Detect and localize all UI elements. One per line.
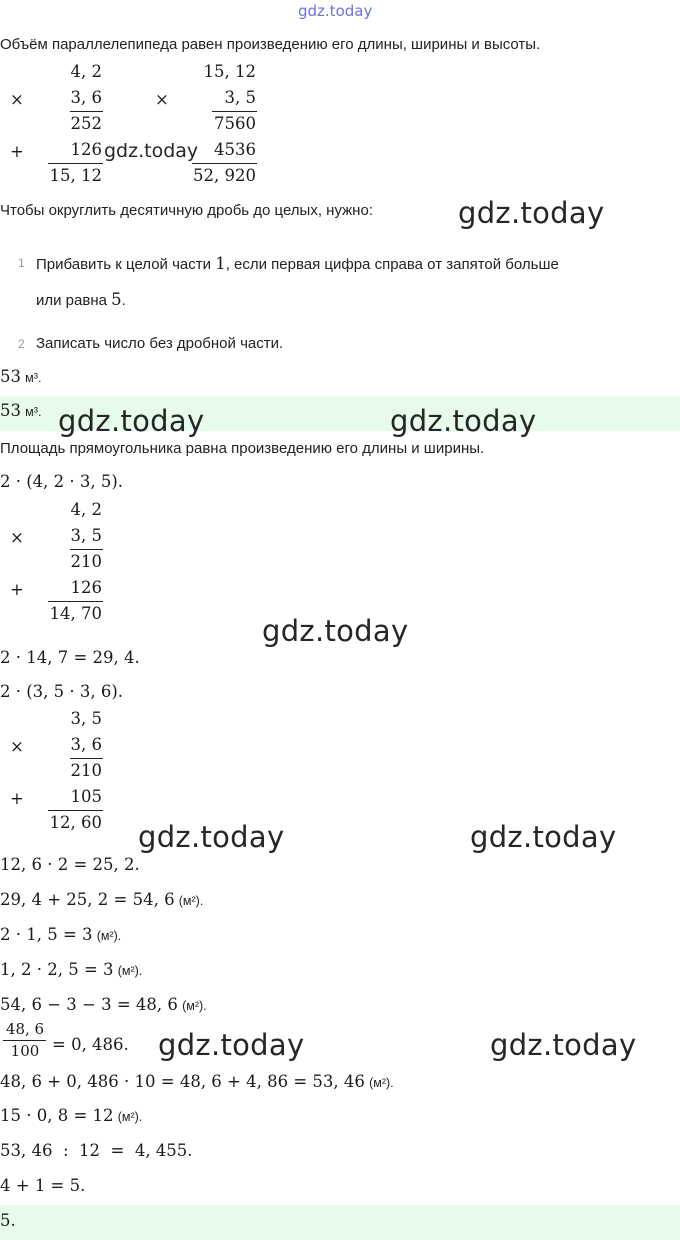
multiplier: 3, 6 bbox=[70, 735, 102, 754]
multiplicand: 4, 2 bbox=[70, 500, 102, 519]
plus-sign: + bbox=[10, 580, 24, 599]
watermark-top: gdz.today bbox=[298, 2, 373, 20]
final-answer: 5. bbox=[0, 1211, 16, 1230]
times-sign: × bbox=[10, 90, 24, 109]
fraction-result: = 0, 486. bbox=[52, 1035, 129, 1054]
partial-product-1: 210 bbox=[70, 552, 102, 571]
partial-product-2: 126 bbox=[70, 140, 102, 159]
multiplier: 3, 6 bbox=[70, 88, 102, 107]
partial-product-1: 7560 bbox=[214, 114, 256, 133]
expression: 2 · (3, 5 · 3, 6). bbox=[0, 682, 124, 701]
multiplicand: 4, 2 bbox=[70, 62, 102, 81]
product-result: 14, 70 bbox=[49, 604, 102, 623]
volume-result: 53 м³. bbox=[0, 367, 42, 386]
watermark: gdz.today bbox=[390, 404, 537, 438]
expression: 2 · 14, 7 = 29, 4. bbox=[0, 648, 140, 667]
fraction-denominator: 100 bbox=[10, 1042, 40, 1056]
step-text-continued: или равна 5. bbox=[36, 290, 126, 309]
rounding-rule-text: Чтобы округлить десятичную дробь до целых, нужно: bbox=[0, 202, 373, 219]
expression: 15 · 0, 8 = 12 (м²). bbox=[0, 1106, 143, 1125]
times-sign: × bbox=[10, 737, 24, 756]
partial-product-2: 126 bbox=[70, 578, 102, 597]
answer-highlight-2 bbox=[0, 1205, 680, 1240]
watermark: gdz.today bbox=[470, 820, 617, 854]
watermark: gdz.today bbox=[490, 1028, 637, 1062]
expression: 2 · 1, 5 = 3 (м²). bbox=[0, 925, 122, 944]
expression: 4 + 1 = 5. bbox=[0, 1176, 86, 1195]
partial-product-1: 210 bbox=[70, 761, 102, 780]
watermark-inline: gdz.today bbox=[104, 140, 199, 162]
step-number: 2 bbox=[18, 337, 25, 351]
product-result: 52, 920 bbox=[193, 166, 256, 185]
volume-rule-text: Объём параллелепипеда равен произведению его длины, ширины и высоты. bbox=[0, 36, 541, 53]
expression: 12, 6 · 2 = 25, 2. bbox=[0, 855, 140, 874]
expression: 53, 46 : 12 = 4, 455. bbox=[0, 1141, 193, 1160]
multiplicand: 15, 12 bbox=[203, 62, 256, 81]
area-rule-text: Площадь прямоугольника равна произведению его длины и ширины. bbox=[0, 440, 485, 457]
watermark: gdz.today bbox=[138, 820, 285, 854]
expression: 2 · (4, 2 · 3, 5). bbox=[0, 472, 124, 491]
multiplier: 3, 5 bbox=[70, 526, 102, 545]
multiplicand: 3, 5 bbox=[70, 709, 102, 728]
plus-sign: + bbox=[10, 789, 24, 808]
watermark: gdz.today bbox=[458, 196, 605, 230]
watermark: gdz.today bbox=[58, 404, 205, 438]
volume-answer: 53 м³. bbox=[0, 401, 42, 420]
expression: 48, 6 + 0, 486 · 10 = 48, 6 + 4, 86 = 53, 46 (м²). bbox=[0, 1072, 394, 1091]
product-result: 15, 12 bbox=[49, 166, 102, 185]
expression: 1, 2 · 2, 5 = 3 (м²). bbox=[0, 960, 143, 979]
watermark: gdz.today bbox=[158, 1028, 305, 1062]
multiplier: 3, 5 bbox=[224, 88, 256, 107]
expression: 29, 4 + 25, 2 = 54, 6 (м²). bbox=[0, 890, 204, 909]
partial-product-2: 4536 bbox=[214, 140, 256, 159]
step-number: 1 bbox=[18, 256, 25, 270]
product-result: 12, 60 bbox=[49, 813, 102, 832]
watermark: gdz.today bbox=[262, 614, 409, 648]
partial-product-1: 252 bbox=[70, 114, 102, 133]
times-sign: × bbox=[155, 90, 169, 109]
expression: 54, 6 − 3 − 3 = 48, 6 (м²). bbox=[0, 995, 207, 1014]
fraction-numerator: 48, 6 bbox=[5, 1020, 45, 1038]
partial-product-2: 105 bbox=[70, 787, 102, 806]
step-text: Записать число без дробной части. bbox=[36, 335, 284, 352]
step-text: Прибавить к целой части 1, если первая цифра справа от запятой больше bbox=[36, 254, 559, 273]
times-sign: × bbox=[10, 528, 24, 547]
plus-sign: + bbox=[10, 142, 24, 161]
